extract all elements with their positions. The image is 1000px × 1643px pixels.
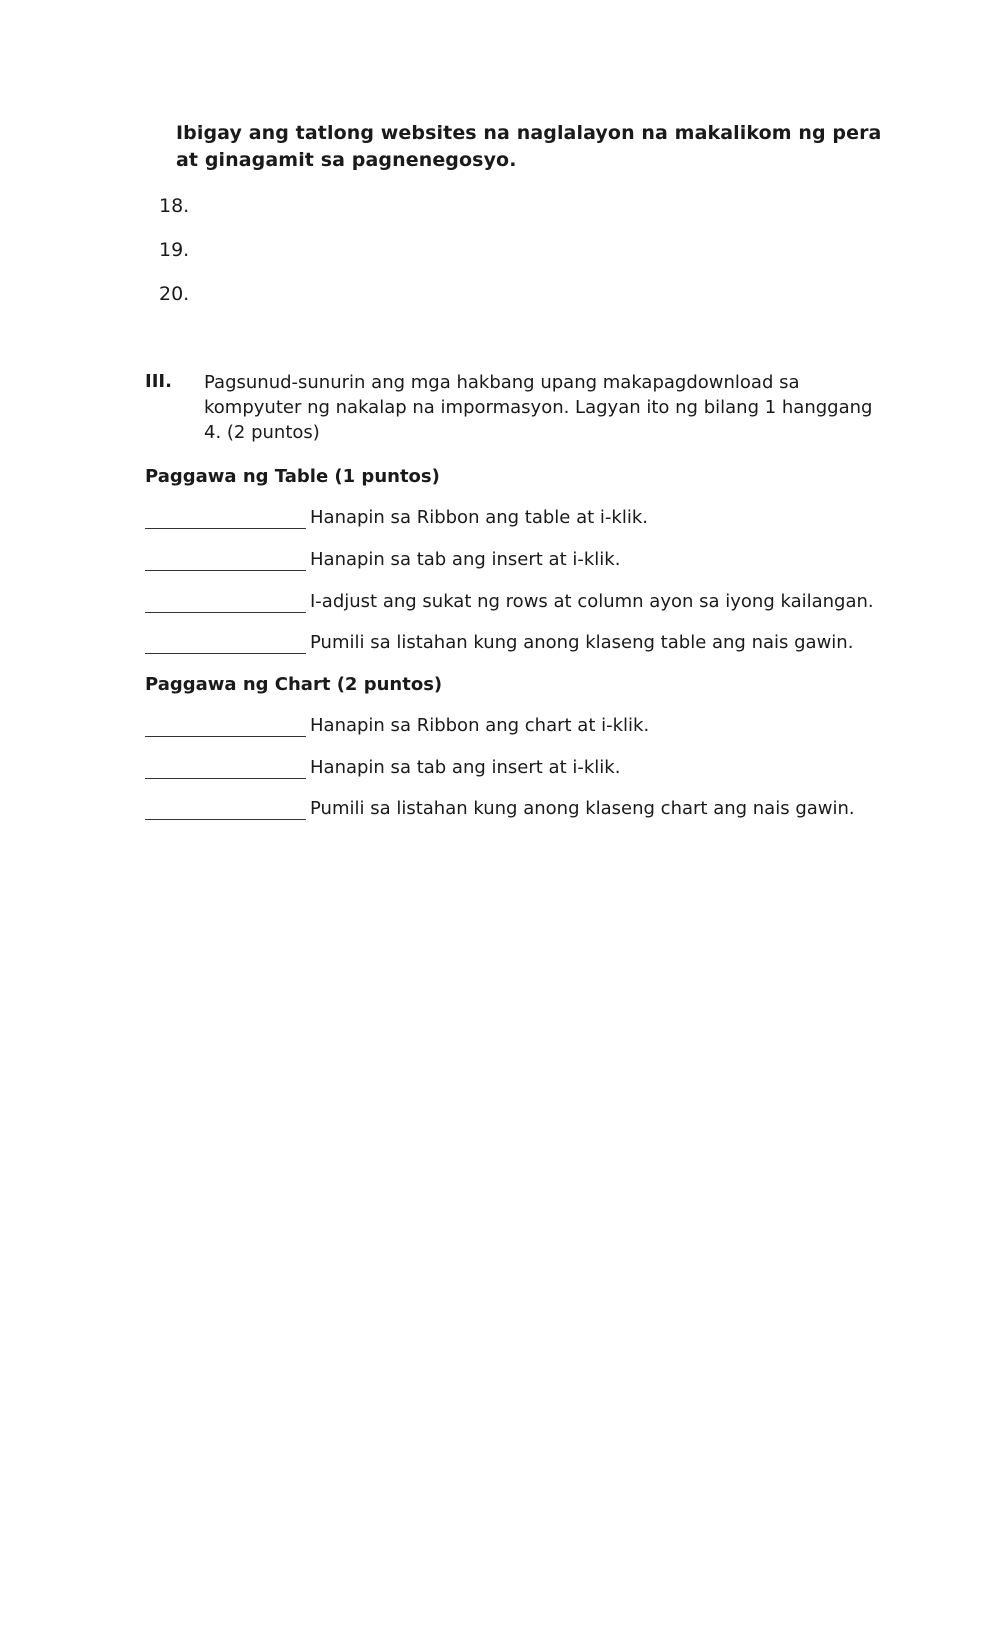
answer-blank[interactable] (145, 819, 306, 820)
answer-blank[interactable] (145, 612, 306, 613)
table-step (145, 590, 965, 616)
chart-step (145, 797, 965, 823)
answer-item-19: 19. (159, 239, 190, 261)
chart-step (145, 756, 965, 782)
answer-item-20: 20. (159, 283, 190, 305)
step-text: Hanapin sa Ribbon ang chart at i-klik. (310, 715, 650, 736)
chart-step (145, 714, 965, 740)
step-text: Hanapin sa tab ang insert at i-klik. (310, 549, 621, 570)
table-step (145, 506, 965, 532)
step-text: Hanapin sa tab ang insert at i-klik. (310, 757, 621, 778)
answer-blank[interactable] (145, 736, 306, 737)
table-step (145, 631, 965, 657)
answer-blank[interactable] (145, 653, 306, 654)
answer-blank[interactable] (145, 570, 306, 571)
section-instructions: Pagsunud-sunurin ang mga hakbang upang makapagdownload sa kompyuter ng nakalap na impormasyon. Lagyan ito ng bilang 1 hanggang 4. (2 puntos) (204, 372, 873, 443)
section-number: III. (145, 371, 172, 392)
table-heading: Paggawa ng Table (1 puntos) (145, 466, 440, 487)
instruction-heading: Ibigay ang tatlong websites na naglalayon na makalikom ng pera at ginagamit sa pagnenegosyo. (176, 122, 882, 171)
step-text: I-adjust ang sukat ng rows at column ayon sa iyong kailangan. (310, 591, 874, 612)
answer-blank[interactable] (145, 778, 306, 779)
table-step (145, 548, 965, 574)
chart-heading: Paggawa ng Chart (2 puntos) (145, 674, 443, 695)
step-text: Hanapin sa Ribbon ang table at i-klik. (310, 507, 648, 528)
step-text: Pumili sa listahan kung anong klaseng chart ang nais gawin. (310, 798, 855, 819)
answer-item-18: 18. (159, 195, 190, 217)
answer-blank[interactable] (145, 528, 306, 529)
step-text: Pumili sa listahan kung anong klaseng table ang nais gawin. (310, 632, 854, 653)
